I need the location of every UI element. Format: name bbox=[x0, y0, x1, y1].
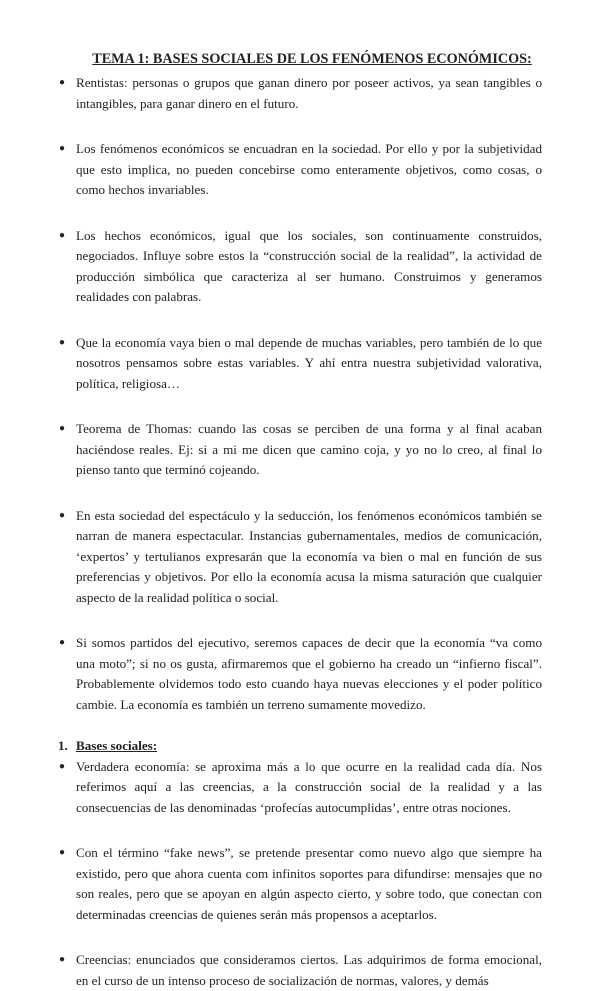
section-number: 1. bbox=[58, 738, 68, 753]
bullet-icon: ● bbox=[59, 423, 66, 434]
bullet-icon: ● bbox=[59, 143, 66, 154]
list-item bbox=[59, 73, 542, 114]
list-item bbox=[59, 633, 542, 715]
list-item bbox=[59, 419, 542, 481]
bullet-icon: ● bbox=[59, 637, 66, 648]
bullet-icon: ● bbox=[59, 229, 66, 241]
list-item bbox=[59, 843, 542, 925]
list-item bbox=[59, 950, 542, 991]
paragraph-text: Teorema de Thomas: cuando las cosas se perciben de una forma y al final acaban haciéndose reales. Ej: si a mi me dicen que camino coja, y yo no lo creo, al final lo pienso tanto que terminó cojeando. bbox=[76, 421, 542, 477]
paragraph-text: Verdadera economía: se aproxima más a lo que ocurre en la realidad cada día. Nos referimos aquí a las creencias, a la construcción social de la realidad y a las consecuencias de las denominadas ‘profecías autocumplidas’, entre otras nociones. bbox=[76, 758, 542, 815]
section-heading bbox=[58, 736, 542, 757]
bullet-icon: ● bbox=[59, 336, 66, 348]
paragraph-text: Si somos partidos del ejecutivo, seremos capaces de decir que la economía “va como una moto”; si no os gusta, afirmaremos que el gobierno ha creado un “infierno fiscal”. Probablemente olvidemos todo esto cuando haya nuevas elecciones y el poder político cambie. La economía es también un terreno sumamente movedizo. bbox=[76, 635, 542, 712]
paragraph-text: Los hechos económicos, igual que los sociales, son continuamente construidos, negociados. Influye sobre estos la “construcción social de la realidad”, la actividad de producción simbólica que caracteriza al ser humano. Construimos y generamos realidades con palabras. bbox=[76, 227, 542, 304]
paragraph-text: Los fenómenos económicos se encuadran en la sociedad. Por ello y por la subjetividad que esto implica, no pueden concebirse como enteramente objetivos, como cosas, o como hechos invariables. bbox=[76, 141, 542, 197]
paragraph-text: Con el término “fake news”, se pretende presentar como nuevo algo que siempre ha existido, pero que ahora cuenta com infinitos soportes para difundirse: mensajes que no son reales, pero que se apoyan en algún aspecto cierto, y sobre todo, que conectan con determinadas creencias de quienes serán más propensos a aceptarlos. bbox=[76, 845, 542, 922]
paragraph-text: Creencias: enunciados que consideramos ciertos. Las adquirimos de forma emocional, en el curso de un intenso proceso de socialización de normas, valores, y demás bbox=[76, 952, 542, 988]
paragraph-text: Rentistas: personas o grupos que ganan dinero por poseer activos, ya sean tangibles o intangibles, para ganar dinero en el futuro. bbox=[76, 75, 542, 111]
document-title: TEMA 1: BASES SOCIALES DE LOS FENÓMENOS ECONÓMICOS: bbox=[92, 51, 532, 67]
bullet-icon: ● bbox=[59, 847, 66, 858]
list-item bbox=[59, 506, 542, 609]
bullet-icon: ● bbox=[59, 954, 66, 965]
section-label: Bases sociales: bbox=[76, 738, 158, 753]
list-item bbox=[59, 757, 542, 819]
paragraph-text: En esta sociedad del espectáculo y la seducción, los fenómenos económicos también se narran de manera espectacular. Instancias gubernamentales, medios de comunicación, ‘expertos’ y tertulianos expresarán que la economía va bien o mal en función de sus preferencias y objetivos. Por ello la economía acusa la misma saturación que cualquier aspecto de la realidad política o social. bbox=[76, 507, 542, 605]
list-item bbox=[59, 333, 542, 395]
list-item bbox=[59, 226, 542, 308]
list-item bbox=[59, 139, 542, 201]
bullet-icon: ● bbox=[59, 509, 66, 521]
bullet-icon: ● bbox=[59, 77, 66, 88]
paragraph-text: Que la economía vaya bien o mal depende de muchas variables, pero también de lo que nosotros pensamos sobre estas variables. Y ahí entra nuestra subjetividad valorativa, política, religiosa… bbox=[76, 334, 542, 391]
bullet-icon: ● bbox=[59, 760, 66, 772]
